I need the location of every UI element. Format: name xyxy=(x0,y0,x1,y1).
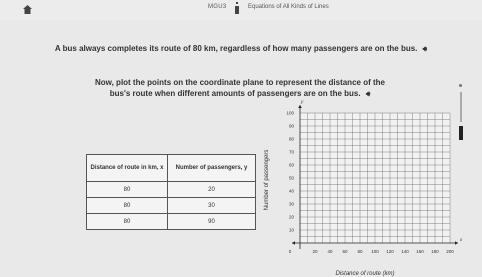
x-tick-label: 60 xyxy=(342,249,348,254)
lesson-title: Equations of All Kinds of Lines xyxy=(248,4,329,10)
x-tick-label: 180 xyxy=(431,249,439,254)
y-tick-label: 70 xyxy=(288,149,294,155)
table-cell-x: 80 xyxy=(87,182,168,198)
coordinate-plane[interactable] xyxy=(258,95,464,277)
x-axis-arrow xyxy=(455,241,458,245)
x-axis-name: x xyxy=(460,237,463,242)
x-tick-label: 160 xyxy=(416,249,424,254)
y-tick-label: 80 xyxy=(288,136,294,142)
y-tick-label: 10 xyxy=(288,227,294,233)
x-tick-label: 80 xyxy=(357,249,363,254)
table-cell-x: 80 xyxy=(87,198,168,214)
problem-statement-text: A bus always completes its route of 80 km, regardless of how many passengers are on the bus. xyxy=(54,44,418,53)
table-row xyxy=(87,182,256,198)
y-tick-label: 20 xyxy=(288,214,294,220)
table-row xyxy=(87,214,256,230)
y-tick-label: 50 xyxy=(288,175,294,181)
speaker-icon[interactable]: 🔊︎ xyxy=(365,91,371,98)
x-tick-label: 40 xyxy=(327,249,333,254)
top-bar xyxy=(0,0,482,20)
table-cell-y: 20 xyxy=(168,182,256,198)
x-axis-label: Distance of route (km) xyxy=(335,271,395,277)
y-axis-name: y xyxy=(301,99,304,104)
y-tick-label: 90 xyxy=(288,123,294,129)
y-axis-label: Number of passengers xyxy=(264,149,270,211)
table-cell-x: 80 xyxy=(87,214,168,230)
table-cell-y: 90 xyxy=(168,214,256,230)
home-icon[interactable] xyxy=(22,4,33,15)
y-tick-label: 40 xyxy=(288,188,294,194)
y-tick-label: 100 xyxy=(286,110,294,116)
x-axis-arrow xyxy=(292,241,295,245)
x-tick-label: 140 xyxy=(401,249,409,254)
table-cell-y: 30 xyxy=(168,198,256,214)
instruction-text: Now, plot the points on the coordinate plane to represent the distance of the bus's route when different amounts of passengers are on the bus. xyxy=(95,78,385,98)
y-axis-arrow xyxy=(298,105,302,108)
book-icon xyxy=(234,2,240,14)
table-header-passengers: Number of passengers, y xyxy=(168,155,256,182)
y-tick-label: 60 xyxy=(288,162,294,168)
course-name: MGU3 xyxy=(208,4,227,10)
x-tick-label: 100 xyxy=(371,249,379,254)
speaker-icon[interactable]: 🔊︎ xyxy=(422,46,428,53)
y-tick-label: 30 xyxy=(288,201,294,207)
x-tick-label: 120 xyxy=(386,249,394,254)
data-table xyxy=(86,154,256,230)
table-header-distance: Distance of route in km, x xyxy=(87,155,168,182)
table-row xyxy=(87,198,256,214)
origin-label: 0 xyxy=(288,249,292,254)
x-tick-label: 200 xyxy=(446,249,454,254)
x-tick-label: 20 xyxy=(312,249,318,254)
problem-statement xyxy=(0,44,482,54)
